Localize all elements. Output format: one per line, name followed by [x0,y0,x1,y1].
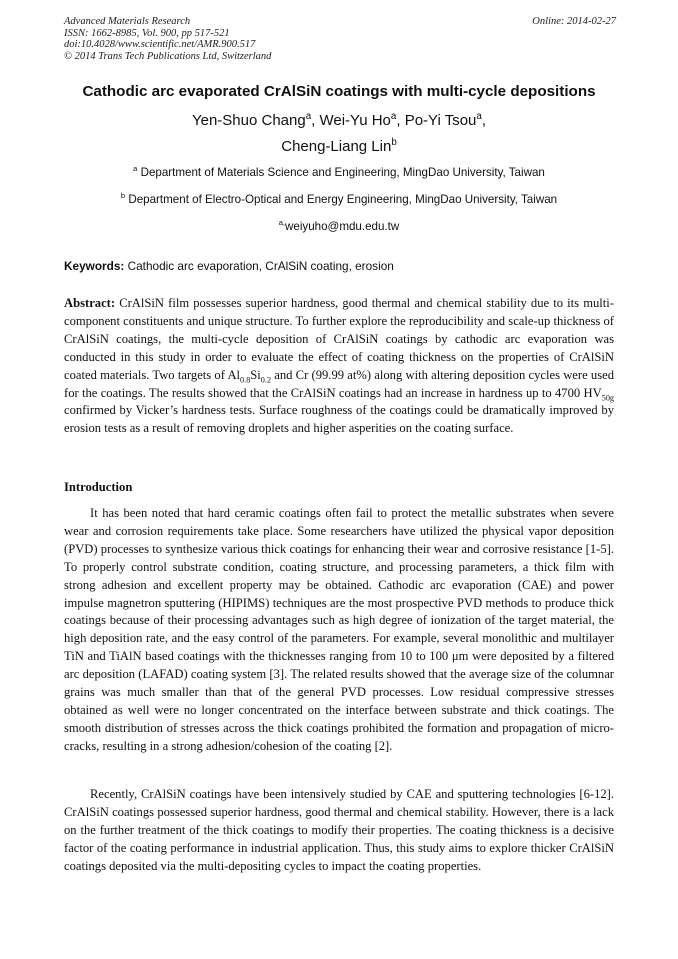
affiliation-b [30,193,648,207]
author-name: Yen-Shuo Chang [191,112,306,129]
issn-line: ISSN: 1662-8985, Vol. 900, pp 517-521 [64,27,230,39]
subscript: 0.8 [240,375,251,385]
author-affiliation-mark: a [390,111,397,122]
abstract-text: and Cr (99.99 at%) along with altering deposition cycles were used for the coatings. The results showed that the CrAlSiN coatings had an increase in hardness up to 4700 HV [64,367,614,400]
section-heading: Introduction [64,480,133,494]
subscript: 0.2 [260,375,272,385]
doi-line: doi:10.4028/www.scientific.net/AMR.900.517 [64,39,256,50]
author-affiliation-mark: a [476,111,482,122]
affiliation-mark: b [120,191,126,201]
author-affiliation-mark: a [305,111,312,122]
email-address[interactable]: weiyuho@mdu.edu.tw [285,220,400,233]
affiliation-mark: a [133,164,138,174]
paragraph: Recently, CrAlSiN coatings have been intensively studied by CAE and sputtering technologies [6-12]. CrAlSiN coatings possessed superior hardness, good thermal and chemical stability. However, there is a lack on the further treatment of the thick coatings to modify their properties. The coating thickness is a decisive factor of the coating performance in industrial application. Thus, this study aims to explore thicker CrAlSiN coatings deposited via the multi-depositing cycles to impact the coating properties. [64,787,614,873]
author-name: Cheng-Liang Lin [281,138,392,155]
copyright-line: © 2014 Trans Tech Publications Ltd, Switzerland [64,50,272,62]
journal-name: Advanced Materials Research [64,16,191,27]
abstract-text: confirmed by Vicker’s hardness tests. Surface roughness of the coatings could be dramatically improved by erosion tests as a result of removing droplets and higher asperities on the coating surface. [64,403,614,436]
online-date: Online: 2014-02-27 [532,16,616,27]
keywords-text: Cathodic arc evaporation, CrAlSiN coating, erosion [127,259,394,273]
contact-email [30,220,648,234]
abstract-text: Si [250,367,261,382]
author-affiliation-mark: b [391,137,397,148]
subscript: 50g [601,393,614,403]
abstract-label: Abstract: [64,296,116,310]
email-mark: a, [278,218,286,228]
paragraph: It has been noted that hard ceramic coatings often fail to protect the metallic substrates when severe wear and corrosion requirements take place. Some researchers have utilized the physical vapor deposition (PVD) processes to synthesize various thick coatings for enhancing their wear and corrosive resistance [1-5]. To properly control substrate condition, coating structure, and processing parameters, a thick film with strong adhesion and excellent property may be obtained. Cathodic arc evaporation (CAE) and power impulse magnetron sputtering (HIPIMS) techniques are the most prospective PVD methods to produce thick coatings because of their processing advantages such as high degree of ionization of the target material, the high deposition rate, and the easy control of the parameters. For example, several monolithic and multilayer TiN and TiAlN based coatings with the thicknesses ranging from 10 to 100 μm were deposited by a filtered arc deposition (LAFAD) coating system [3]. The related results showed that the average size of the columnar grains was much smaller than that of the general PVD processes. Low residual compressive stresses obtained as well were no longer concentrated on the interface between substrate and thick coatings. The smooth distribution of stresses across the thick coatings prohibited the formation and propagation of micro-cracks, resulting in a strong adhesion/cohesion of the coating [2]. [64,506,614,753]
author-name: Po-Yi Tsou [404,112,477,129]
paper-title: Cathodic arc evaporated CrAlSiN coatings with multi-cycle depositions [82,83,596,100]
author-name: Wei-Yu Ho [319,112,391,129]
keywords [64,258,624,274]
abstract-text: CrAlSiN film possesses superior hardness, good thermal and chemical stability due to its multi-component constituents and unique structure. To further explore the reproducibility and scale-up thickness of CrAlSiN coatings, the multi-cycle deposition of CrAlSiN coatings by cathodic arc evaporation was conducted in this study in order to evaluate the effect of coating thickness on the properties of CrAlSiN coated materials. Two targets of Al [64,296,614,382]
affiliation-a [30,166,648,180]
affiliation-text: Department of Electro-Optical and Energy Engineering, MingDao University, Taiwan [128,193,558,206]
author-list: Yen-Shuo Chang$^a$, Wei-Yu Ho$^a$, Po-Yi Tsou$^a$, Cheng-Liang Lin$^b$ [191,111,487,155]
keywords-label: Keywords: [64,259,125,273]
abstract [64,295,614,438]
affiliation-text: Department of Materials Science and Engineering, MingDao University, Taiwan [140,166,545,179]
journal-header [64,16,616,62]
